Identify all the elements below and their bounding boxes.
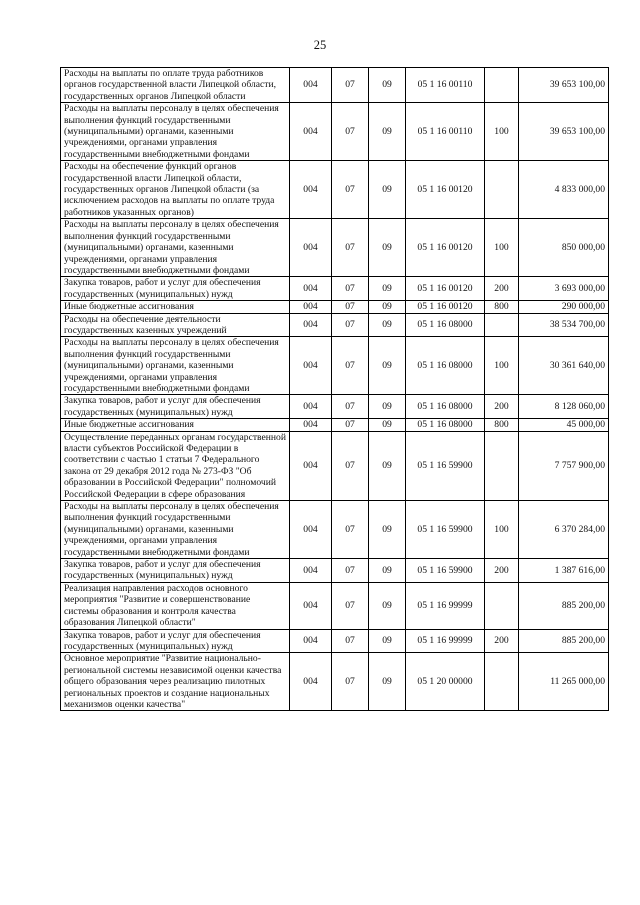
row-target-article: 05 1 16 59900: [406, 431, 485, 500]
row-ministry-code: 004: [290, 161, 332, 219]
row-amount: 3 693 000,00: [519, 277, 609, 301]
row-expense-type: [485, 431, 519, 500]
row-name: Расходы на обеспечение функций органов государственной власти Липецкой области, государственных органов Липецкой области (за исключением расходов на выплаты по оплате труда работников указанных органов): [61, 161, 290, 219]
row-expense-type: 100: [485, 219, 519, 277]
row-expense-type: [485, 653, 519, 711]
row-target-article: 05 1 16 08000: [406, 419, 485, 431]
row-name: Закупка товаров, работ и услуг для обеспечения государственных (муниципальных) нужд: [61, 277, 290, 301]
row-section-code: 07: [332, 419, 369, 431]
row-section-code: 07: [332, 219, 369, 277]
row-ministry-code: 004: [290, 582, 332, 629]
row-expense-type: 100: [485, 103, 519, 161]
table-row: [61, 395, 609, 419]
row-section-code: 07: [332, 559, 369, 583]
row-name: Расходы на обеспечение деятельности государственных казенных учреждений: [61, 313, 290, 337]
table-row: [61, 219, 609, 277]
row-target-article: 05 1 16 99999: [406, 629, 485, 653]
table-row: [61, 301, 609, 313]
row-subsection-code: 09: [369, 629, 406, 653]
row-ministry-code: 004: [290, 431, 332, 500]
row-section-code: 07: [332, 337, 369, 395]
row-section-code: 07: [332, 582, 369, 629]
row-target-article: 05 1 20 00000: [406, 653, 485, 711]
row-target-article: 05 1 16 00120: [406, 161, 485, 219]
row-expense-type: 800: [485, 419, 519, 431]
row-amount: 7 757 900,00: [519, 431, 609, 500]
row-target-article: 05 1 16 08000: [406, 395, 485, 419]
row-name: Иные бюджетные ассигнования: [61, 301, 290, 313]
row-target-article: 05 1 16 00110: [406, 68, 485, 103]
row-subsection-code: 09: [369, 431, 406, 500]
row-subsection-code: 09: [369, 337, 406, 395]
row-ministry-code: 004: [290, 219, 332, 277]
row-section-code: 07: [332, 103, 369, 161]
table-row: [61, 559, 609, 583]
row-subsection-code: 09: [369, 653, 406, 711]
row-ministry-code: 004: [290, 301, 332, 313]
row-subsection-code: 09: [369, 277, 406, 301]
row-section-code: 07: [332, 313, 369, 337]
table-row: [61, 653, 609, 711]
row-subsection-code: 09: [369, 313, 406, 337]
row-amount: 38 534 700,00: [519, 313, 609, 337]
row-ministry-code: 004: [290, 395, 332, 419]
row-section-code: 07: [332, 68, 369, 103]
row-ministry-code: 004: [290, 653, 332, 711]
row-amount: 885 200,00: [519, 582, 609, 629]
row-amount: 39 653 100,00: [519, 103, 609, 161]
table-row: [61, 431, 609, 500]
table-row: [61, 103, 609, 161]
row-name: Осуществление переданных органам государственной власти субъектов Российской Федерации в соответствии с частью 1 статьи 7 Федерального закона от 29 декабря 2012 года № 273-ФЗ "Об образовании в Российской Федерации" полномочий Российской Федерации в сфере образования: [61, 431, 290, 500]
table-row: [61, 68, 609, 103]
row-target-article: 05 1 16 00120: [406, 219, 485, 277]
row-expense-type: [485, 313, 519, 337]
table-row: [61, 277, 609, 301]
row-name: Расходы на выплаты по оплате труда работников органов государственной власти Липецкой области, государственных органов Липецкой области: [61, 68, 290, 103]
table-row: [61, 419, 609, 431]
row-name: Закупка товаров, работ и услуг для обеспечения государственных (муниципальных) нужд: [61, 629, 290, 653]
row-expense-type: 200: [485, 277, 519, 301]
row-ministry-code: 004: [290, 337, 332, 395]
row-section-code: 07: [332, 629, 369, 653]
row-amount: 11 265 000,00: [519, 653, 609, 711]
row-amount: 8 128 060,00: [519, 395, 609, 419]
row-expense-type: 200: [485, 629, 519, 653]
row-name: Расходы на выплаты персоналу в целях обеспечения выполнения функций государственными (муниципальными) органами, казенными учреждениями, органами управления государственными внебюджетными фондами: [61, 337, 290, 395]
row-target-article: 05 1 16 00120: [406, 277, 485, 301]
row-ministry-code: 004: [290, 68, 332, 103]
row-ministry-code: 004: [290, 501, 332, 559]
table-row: [61, 337, 609, 395]
row-section-code: 07: [332, 653, 369, 711]
row-ministry-code: 004: [290, 103, 332, 161]
row-amount: 850 000,00: [519, 219, 609, 277]
row-amount: 290 000,00: [519, 301, 609, 313]
row-subsection-code: 09: [369, 301, 406, 313]
row-subsection-code: 09: [369, 68, 406, 103]
row-target-article: 05 1 16 00120: [406, 301, 485, 313]
row-expense-type: [485, 161, 519, 219]
budget-table: [60, 67, 609, 711]
row-subsection-code: 09: [369, 161, 406, 219]
table-row: [61, 161, 609, 219]
row-subsection-code: 09: [369, 582, 406, 629]
row-section-code: 07: [332, 161, 369, 219]
row-expense-type: 800: [485, 301, 519, 313]
row-expense-type: 100: [485, 337, 519, 395]
row-name: Закупка товаров, работ и услуг для обеспечения государственных (муниципальных) нужд: [61, 395, 290, 419]
row-expense-type: [485, 582, 519, 629]
row-amount: 6 370 284,00: [519, 501, 609, 559]
row-section-code: 07: [332, 301, 369, 313]
row-amount: 4 833 000,00: [519, 161, 609, 219]
page-number: 25: [313, 38, 327, 52]
row-subsection-code: 09: [369, 419, 406, 431]
row-ministry-code: 004: [290, 277, 332, 301]
row-amount: 885 200,00: [519, 629, 609, 653]
table-row: [61, 582, 609, 629]
row-name: Основное мероприятие "Развитие национально-региональной системы независимой оценки качества общего образования через реализацию пилотных региональных проектов и создание национальных механизмов оценки качества": [61, 653, 290, 711]
row-ministry-code: 004: [290, 629, 332, 653]
row-amount: 1 387 616,00: [519, 559, 609, 583]
row-target-article: 05 1 16 08000: [406, 313, 485, 337]
row-name: Закупка товаров, работ и услуг для обеспечения государственных (муниципальных) нужд: [61, 559, 290, 583]
row-section-code: 07: [332, 277, 369, 301]
row-target-article: 05 1 16 00110: [406, 103, 485, 161]
row-name: Иные бюджетные ассигнования: [61, 419, 290, 431]
row-amount: 39 653 100,00: [519, 68, 609, 103]
table-row: [61, 629, 609, 653]
row-name: Реализация направления расходов основного мероприятия "Развитие и совершенствование системы образования и контроля качества образования Липецкой области": [61, 582, 290, 629]
row-target-article: 05 1 16 59900: [406, 501, 485, 559]
table-row: [61, 501, 609, 559]
row-amount: 30 361 640,00: [519, 337, 609, 395]
row-ministry-code: 004: [290, 313, 332, 337]
row-expense-type: 100: [485, 501, 519, 559]
row-section-code: 07: [332, 395, 369, 419]
row-expense-type: [485, 68, 519, 103]
row-target-article: 05 1 16 59900: [406, 559, 485, 583]
row-amount: 45 000,00: [519, 419, 609, 431]
row-subsection-code: 09: [369, 395, 406, 419]
row-expense-type: 200: [485, 559, 519, 583]
row-target-article: 05 1 16 08000: [406, 337, 485, 395]
row-ministry-code: 004: [290, 419, 332, 431]
row-section-code: 07: [332, 501, 369, 559]
table-row: [61, 313, 609, 337]
row-name: Расходы на выплаты персоналу в целях обеспечения выполнения функций государственными (муниципальными) органами, казенными учреждениями, органами управления государственными внебюджетными фондами: [61, 219, 290, 277]
row-target-article: 05 1 16 99999: [406, 582, 485, 629]
row-subsection-code: 09: [369, 219, 406, 277]
row-expense-type: 200: [485, 395, 519, 419]
row-section-code: 07: [332, 431, 369, 500]
row-name: Расходы на выплаты персоналу в целях обеспечения выполнения функций государственными (муниципальными) органами, казенными учреждениями, органами управления государственными внебюджетными фондами: [61, 501, 290, 559]
row-subsection-code: 09: [369, 559, 406, 583]
row-subsection-code: 09: [369, 501, 406, 559]
row-subsection-code: 09: [369, 103, 406, 161]
row-ministry-code: 004: [290, 559, 332, 583]
row-name: Расходы на выплаты персоналу в целях обеспечения выполнения функций государственными (муниципальными) органами, казенными учреждениями, органами управления государственными внебюджетными фондами: [61, 103, 290, 161]
